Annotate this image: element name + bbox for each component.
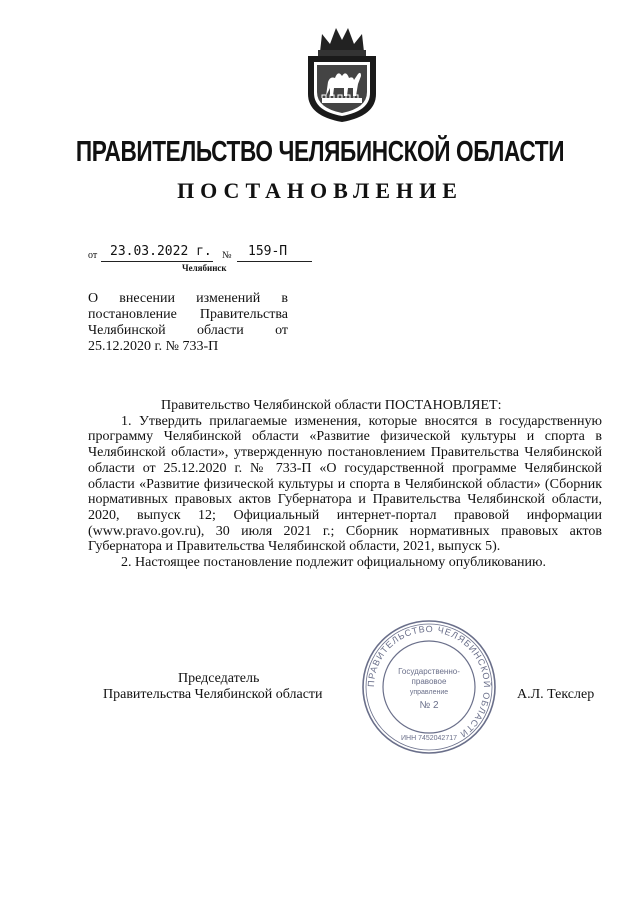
government-title: ПРАВИТЕЛЬСТВО ЧЕЛЯБИНСКОЙ ОБЛАСТИ (75, 136, 565, 168)
document-type: ПОСТАНОВЛЕНИЕ (177, 178, 463, 203)
stamp-number: № 2 (419, 700, 439, 711)
signatory-organization: Правительства Челябинской области (103, 687, 323, 702)
document-body (88, 398, 602, 571)
resolution-item-2: 2. Настоящее постановление подлежит официальному опубликованию. (121, 555, 546, 571)
stamp-line-1: Государственно- (398, 667, 460, 676)
resolution-intro: Правительство Челябинской области ПОСТАНОВЛЯЕТ: (161, 398, 502, 413)
document-date: 23.03.2022 г. (110, 244, 212, 259)
signatory-title: Председатель (178, 671, 260, 686)
stamp-line-3: управление (409, 689, 449, 696)
stamp-outer-text: ПРАВИТЕЛЬСТВО ЧЕЛЯБИНСКОЙ ОБЛАСТИ (365, 623, 493, 740)
stamp-line-2: правовое (411, 677, 447, 686)
date-prefix: от (88, 250, 98, 261)
stamp-code: ИНН 7452042717 (400, 735, 458, 742)
resolution-item-1: 1. Утвердить прилагаемые изменения, которые вносятся в государственную программу Челябинской области «Развитие физической культуры и спорта в Челябинской области», утвержденную постановлением Правительства Челябинской области от 25.12.2020 г. № 733-П «О государственной программе Челябинской области «Развитие физической культуры и спорта в Челябинской области» (Сборник нормативных правовых актов Губернатора и Правительства Челябинской области, 2020, выпуск 12; Официальный интернет-портал правовой информации (www.pravo.gov.ru), 30 июля 2021 г.; Сборник нормативных правовых актов Губернатора и Правительства Челябинской области, 2021, выпуск 5). (88, 413, 602, 555)
number-prefix: № (222, 250, 232, 261)
official-stamp-icon (360, 618, 498, 756)
document-subject: О внесении изменений в постановление Правительства Челябинской области от 25.12.2020 г. № 733-П (88, 291, 288, 354)
signatory-name: А.Л. Текслер (517, 687, 595, 702)
document-number: 159-П (248, 244, 288, 259)
city-label: Челябинск (182, 263, 227, 273)
coat-of-arms-icon (298, 24, 386, 124)
